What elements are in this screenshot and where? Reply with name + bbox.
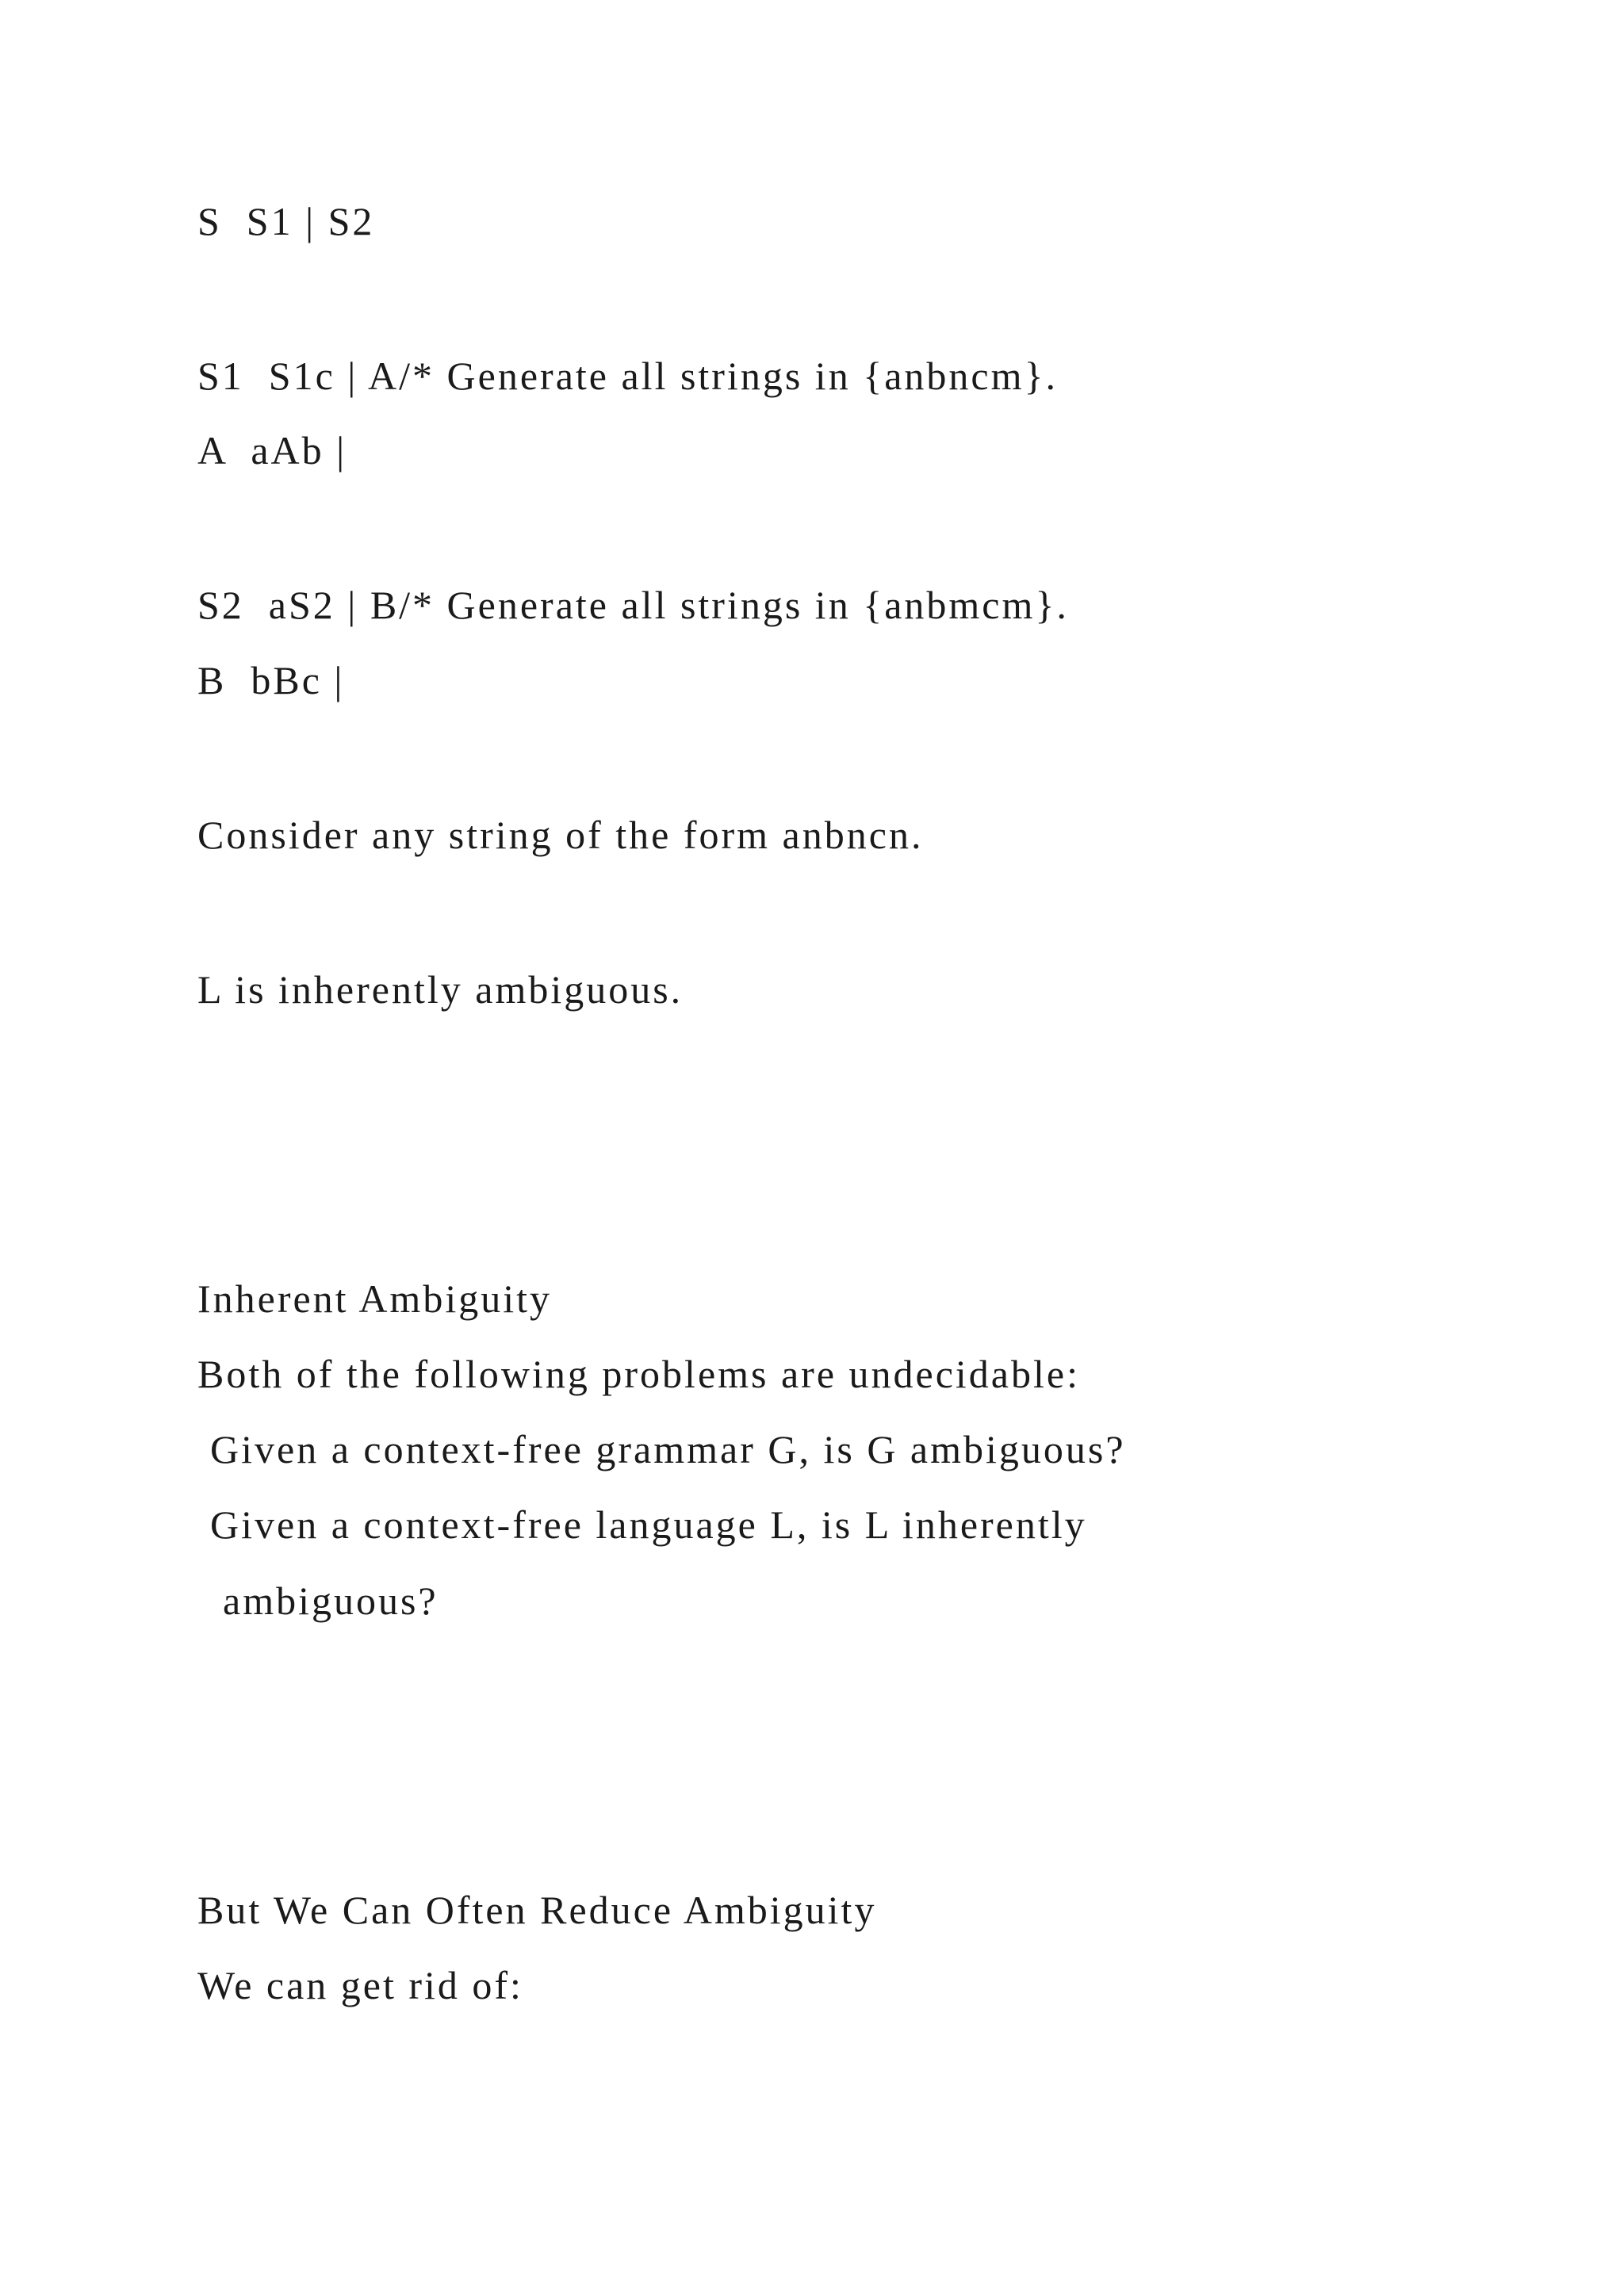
grammar-rule-s: S S1 | S2 — [197, 199, 375, 243]
undecidable-item-2: Given a context-free language L, is L inherently — [210, 1502, 1087, 1547]
reduce-ambiguity-intro: We can get rid of: — [197, 1963, 523, 2007]
reduce-ambiguity-heading: But We Can Often Reduce Ambiguity — [197, 1888, 877, 1932]
grammar-rule-a: A aAb | — [197, 428, 359, 473]
undecidable-intro: Both of the following problems are undecidable: — [197, 1352, 1080, 1396]
grammar-rule-s1: S1 S1c | A/* Generate all strings in {anbncm}. — [197, 354, 1058, 398]
conclusion-text: L is inherently ambiguous. — [197, 967, 684, 1012]
undecidable-item-2-continuation: ambiguous? — [223, 1578, 439, 1623]
undecidable-item-1: Given a context-free grammar G, is G ambiguous? — [210, 1427, 1126, 1471]
consider-text: Consider any string of the form anbncn. — [197, 813, 924, 857]
inherent-ambiguity-heading: Inherent Ambiguity — [197, 1276, 552, 1321]
grammar-rule-s2: S2 aS2 | B/* Generate all strings in {anbmcm}. — [197, 583, 1069, 627]
grammar-rule-b: B bBc | — [197, 658, 357, 702]
